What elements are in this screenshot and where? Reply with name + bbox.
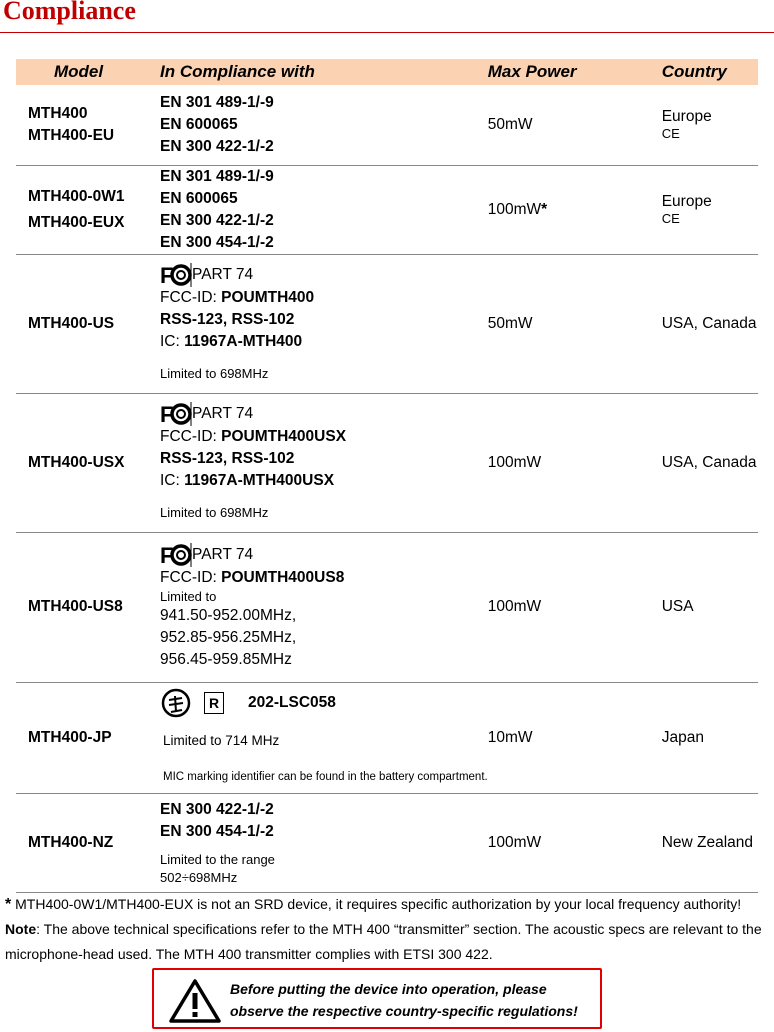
power-cell [488,165,662,254]
country-name: USA, Canada [661,314,757,332]
standards-cell [160,165,488,254]
standard: EN 300 454-1/-2 [160,822,274,840]
title-rule [0,32,774,33]
standard: EN 300 422-1/-2 [160,211,274,229]
warning-line: Before putting the device into operation, please [230,981,547,997]
model-name: MTH400-NZ [28,833,114,851]
compliance-table [16,59,758,893]
model-name: MTH400-US8 [28,598,123,615]
model-name: MTH400-JP [28,728,112,746]
frequency-limit: Limited to 714 MHz [163,732,280,748]
col-compliance: In Compliance with [160,59,488,85]
ic-label: IC: [160,332,185,350]
model-name: MTH400-EUX [28,213,125,231]
warning-text [230,978,578,1022]
standard: EN 301 489-1/-9 [160,167,274,185]
page-title: Compliance [3,0,136,25]
fcc-id-label: FCC-ID: [160,427,222,445]
certificate-number: 202-LSC058 [248,693,336,711]
model-name: MTH400-0W1 [28,187,125,205]
ce-mark: CE [661,211,680,226]
power-value: 100mW [487,453,542,471]
country-name: New Zealand [661,833,754,851]
model-name: MTH400 [28,104,88,122]
model-name: MTH400-USX [28,453,125,471]
svg-text:F: F [160,543,174,567]
power-cell [488,254,662,393]
country-cell [662,85,758,165]
rss-standards: RSS-123, RSS-102 [160,449,295,467]
warning-line: observe the respective country-specific regulations! [230,1003,578,1019]
fcc-logo-icon [160,263,192,287]
fcc-part: PART 74 [192,546,254,564]
power-cell [488,393,662,532]
country-name: Europe [661,193,712,210]
standards-cell [160,793,488,892]
country-name: USA [661,598,694,615]
model-cell [16,254,160,393]
country-cell [662,393,758,532]
country-cell [662,254,758,393]
model-name: MTH400-EU [28,126,115,144]
standards-cell [160,682,488,793]
standard: EN 600065 [160,189,238,207]
country-cell [662,165,758,254]
fcc-id: POUMTH400US8 [221,569,345,586]
warning-triangle-icon [168,978,222,1024]
fcc-id-label: FCC-ID: [160,569,222,586]
col-power: Max Power [488,59,662,85]
model-cell [16,393,160,532]
col-country: Country [662,59,758,85]
frequency-limit: Limited to the range [160,851,275,867]
note-text: : The above technical specifications refer to the MTH 400 “transmitter” section. The acoustic specs are relevant to the microphone-head used. The MTH 400 transmitter complies with ETSI 300 422. [5,921,762,962]
frequency-limit: Limited to 698MHz [160,365,269,381]
standards-cell [160,532,488,682]
table-row [16,165,758,254]
frequency-range: 952.85-956.25MHz, [160,629,297,646]
model-cell [16,793,160,892]
fcc-part: PART 74 [192,265,254,283]
svg-text:F: F [160,262,174,287]
mic-marking-note: MIC marking identifier can be found in the battery compartment. [163,770,488,783]
country-name: USA, Canada [661,453,757,471]
warning-box [152,968,602,1029]
power-value: 100mW [487,833,542,851]
country-name: Japan [661,728,704,746]
country-cell [662,532,758,682]
standards-cell [160,254,488,393]
footnote [5,892,765,967]
country-cell [662,682,758,793]
limit-label: Limited to [160,589,217,604]
model-cell [16,165,160,254]
footnote-star: * [5,896,12,913]
ic-number: 11967A-MTH400USX [184,471,335,489]
table-row [16,682,758,793]
svg-text:F: F [160,401,174,426]
power-value: 10mW [487,728,533,746]
power-cell [488,682,662,793]
fcc-logo-icon [160,543,192,567]
model-name: MTH400-US [28,314,115,332]
fcc-id-label: FCC-ID: [160,288,222,306]
standard: EN 300 422-1/-2 [160,137,274,155]
fcc-id: POUMTH400 [221,288,315,306]
standards-cell [160,393,488,532]
power-value: 100mW [487,598,542,615]
power-value: 100mW [487,200,542,218]
ce-mark: CE [661,126,680,142]
model-cell [16,85,160,165]
table-row [16,393,758,532]
table-row [16,254,758,393]
standard: EN 300 422-1/-2 [160,800,274,818]
standard: EN 300 454-1/-2 [160,233,274,251]
fcc-part: PART 74 [192,404,254,422]
telec-mark-icon [160,688,196,718]
frequency-range: 956.45-959.85MHz [160,651,292,668]
country-cell [662,793,758,892]
power-cell [488,532,662,682]
frequency-limit: Limited to 698MHz [160,504,269,520]
country-name: Europe [661,108,712,126]
fcc-logo-icon [160,402,192,426]
power-value: 50mW [487,314,533,332]
ic-label: IC: [160,471,185,489]
power-cell [488,85,662,165]
note-label: Note [5,921,37,937]
ic-number: 11967A-MTH400 [184,332,303,350]
standard: EN 301 489-1/-9 [160,93,274,111]
col-model: Model [16,59,160,85]
rss-standards: RSS-123, RSS-102 [160,310,295,328]
frequency-limit: 502÷698MHz [160,869,238,885]
model-cell [16,682,160,793]
table-header-row [16,59,758,85]
power-value: 50mW [487,115,533,133]
model-cell [16,532,160,682]
table-row [16,793,758,892]
power-footnote-star: * [541,200,548,218]
r-mark-box: R [204,692,224,714]
fcc-id: POUMTH400USX [221,427,347,445]
frequency-range: 941.50-952.00MHz, [160,607,297,624]
table-row [16,532,758,682]
standard: EN 600065 [160,115,238,133]
footnote-text: MTH400-0W1/MTH400-EUX is not an SRD device, it requires specific authorization by your local frequency authority! [11,896,742,912]
table-row [16,85,758,165]
standards-cell [160,85,488,165]
power-cell [488,793,662,892]
